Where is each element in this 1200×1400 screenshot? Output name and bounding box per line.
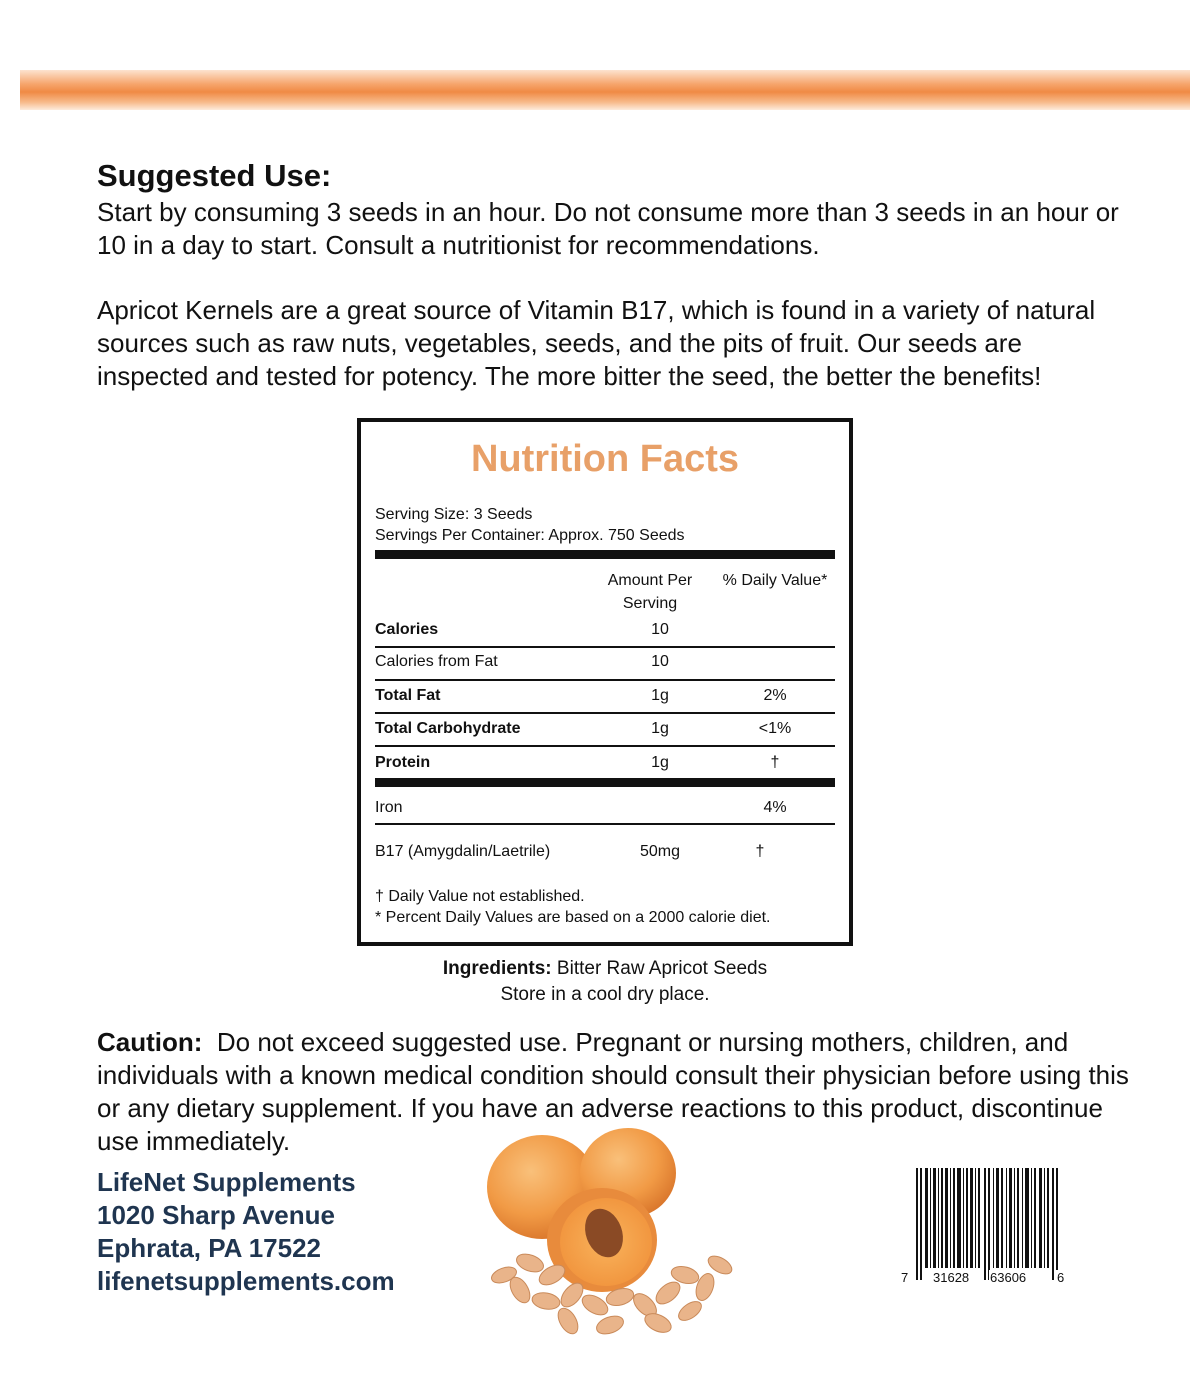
company-city: Ephrata, PA 17522	[97, 1233, 321, 1263]
amount-per-serving-header: Amount Per Serving	[607, 572, 693, 612]
nutrient-row-protein	[375, 749, 835, 779]
servings-per-container: Servings Per Container: Approx. 750 Seeds	[375, 527, 685, 544]
ingredients-value: Bitter Raw Apricot Seeds	[556, 958, 768, 979]
barcode-digit-last: 6	[1057, 1270, 1065, 1285]
nutrition-facts-title: Nutrition Facts	[470, 438, 740, 480]
nutrient-name: Total Fat	[375, 687, 441, 704]
nutrient-daily-value: †	[770, 754, 780, 771]
nutrient-amount: 10	[651, 621, 669, 638]
divider-thin	[375, 745, 835, 747]
nutrient-name: Iron	[375, 799, 403, 816]
nutrient-name: Total Carbohydrate	[375, 720, 521, 737]
serving-size: Serving Size: 3 Seeds	[375, 506, 533, 523]
divider-thin	[375, 679, 835, 681]
nutrient-daily-value: †	[755, 843, 765, 860]
footnote-dagger: † Daily Value not established.	[375, 888, 585, 905]
company-website[interactable]: lifenetsupplements.com	[97, 1266, 395, 1296]
divider-thin	[375, 823, 835, 825]
nutrient-row-b17	[375, 838, 835, 868]
barcode-group-left: 31628	[933, 1270, 970, 1285]
nutrient-row-iron	[375, 794, 835, 824]
footnote-asterisk: * Percent Daily Values are based on a 2000 calorie diet.	[375, 909, 771, 926]
caution-text: Do not exceed suggested use. Pregnant or nursing mothers, children, and individuals with a known medical condition should consult their physician before using this or any dietary supplement. If you have an adverse reactions to this product, discontinue use immediately.	[97, 1027, 1129, 1156]
nutrient-name: Protein	[375, 754, 431, 771]
nutrient-amount: 1g	[651, 687, 669, 704]
top-orange-band	[20, 70, 1190, 110]
nutrient-name: Calories from Fat	[375, 653, 498, 670]
nutrient-name: B17 (Amygdalin/Laetrile)	[375, 843, 551, 860]
nutrient-amount: 1g	[651, 720, 669, 737]
nutrient-row-total-fat	[375, 682, 835, 712]
b17-description: Apricot Kernels are a great source of Vitamin B17, which is found in a variety of natural sources such as raw nuts, vegetables, seeds, and the pits of fruit. Our seeds are inspected and tested for potency. The more bitter the seed, the better the benefits!	[97, 295, 1096, 391]
company-street: 1020 Sharp Avenue	[97, 1200, 335, 1230]
barcode	[896, 1168, 1080, 1290]
suggested-use-heading: Suggested Use:	[97, 158, 332, 193]
company-address-block	[97, 1166, 395, 1298]
ingredients-line	[300, 956, 910, 982]
storage-instructions: Store in a cool dry place.	[500, 984, 710, 1005]
nutrient-row-calories	[375, 616, 835, 646]
nutrient-amount: 50mg	[639, 843, 681, 860]
nutrient-daily-value: <1%	[758, 720, 792, 737]
divider-thin	[375, 712, 835, 714]
nutrient-row-calories-from-fat	[375, 648, 835, 678]
ingredients-block	[300, 956, 910, 1008]
ingredients-label: Ingredients:	[442, 958, 552, 979]
nutrient-daily-value: 4%	[763, 799, 787, 816]
barcode-digit-first: 7	[901, 1270, 909, 1285]
nutrition-facts-panel	[357, 418, 853, 946]
apricot-and-seeds-image	[480, 1125, 750, 1340]
nutrient-amount: 10	[651, 653, 669, 670]
nutrient-daily-value: 2%	[763, 687, 787, 704]
company-name: LifeNet Supplements	[97, 1167, 356, 1197]
daily-value-header: % Daily Value*	[722, 572, 828, 589]
suggested-use-text: Start by consuming 3 seeds in an hour. Do not consume more than 3 seeds in an hour or 10 in a day to start. Consult a nutritionist for recommendations.	[97, 197, 1119, 260]
divider-thick	[375, 778, 835, 787]
barcode-group-right: 63606	[990, 1270, 1027, 1285]
nutrient-row-total-carbohydrate	[375, 715, 835, 745]
nutrient-name: Calories	[375, 621, 439, 638]
caution-label: Caution:	[97, 1027, 203, 1057]
divider-thick	[375, 550, 835, 559]
nutrient-amount: 1g	[651, 754, 669, 771]
barcode-bars	[896, 1168, 1080, 1290]
